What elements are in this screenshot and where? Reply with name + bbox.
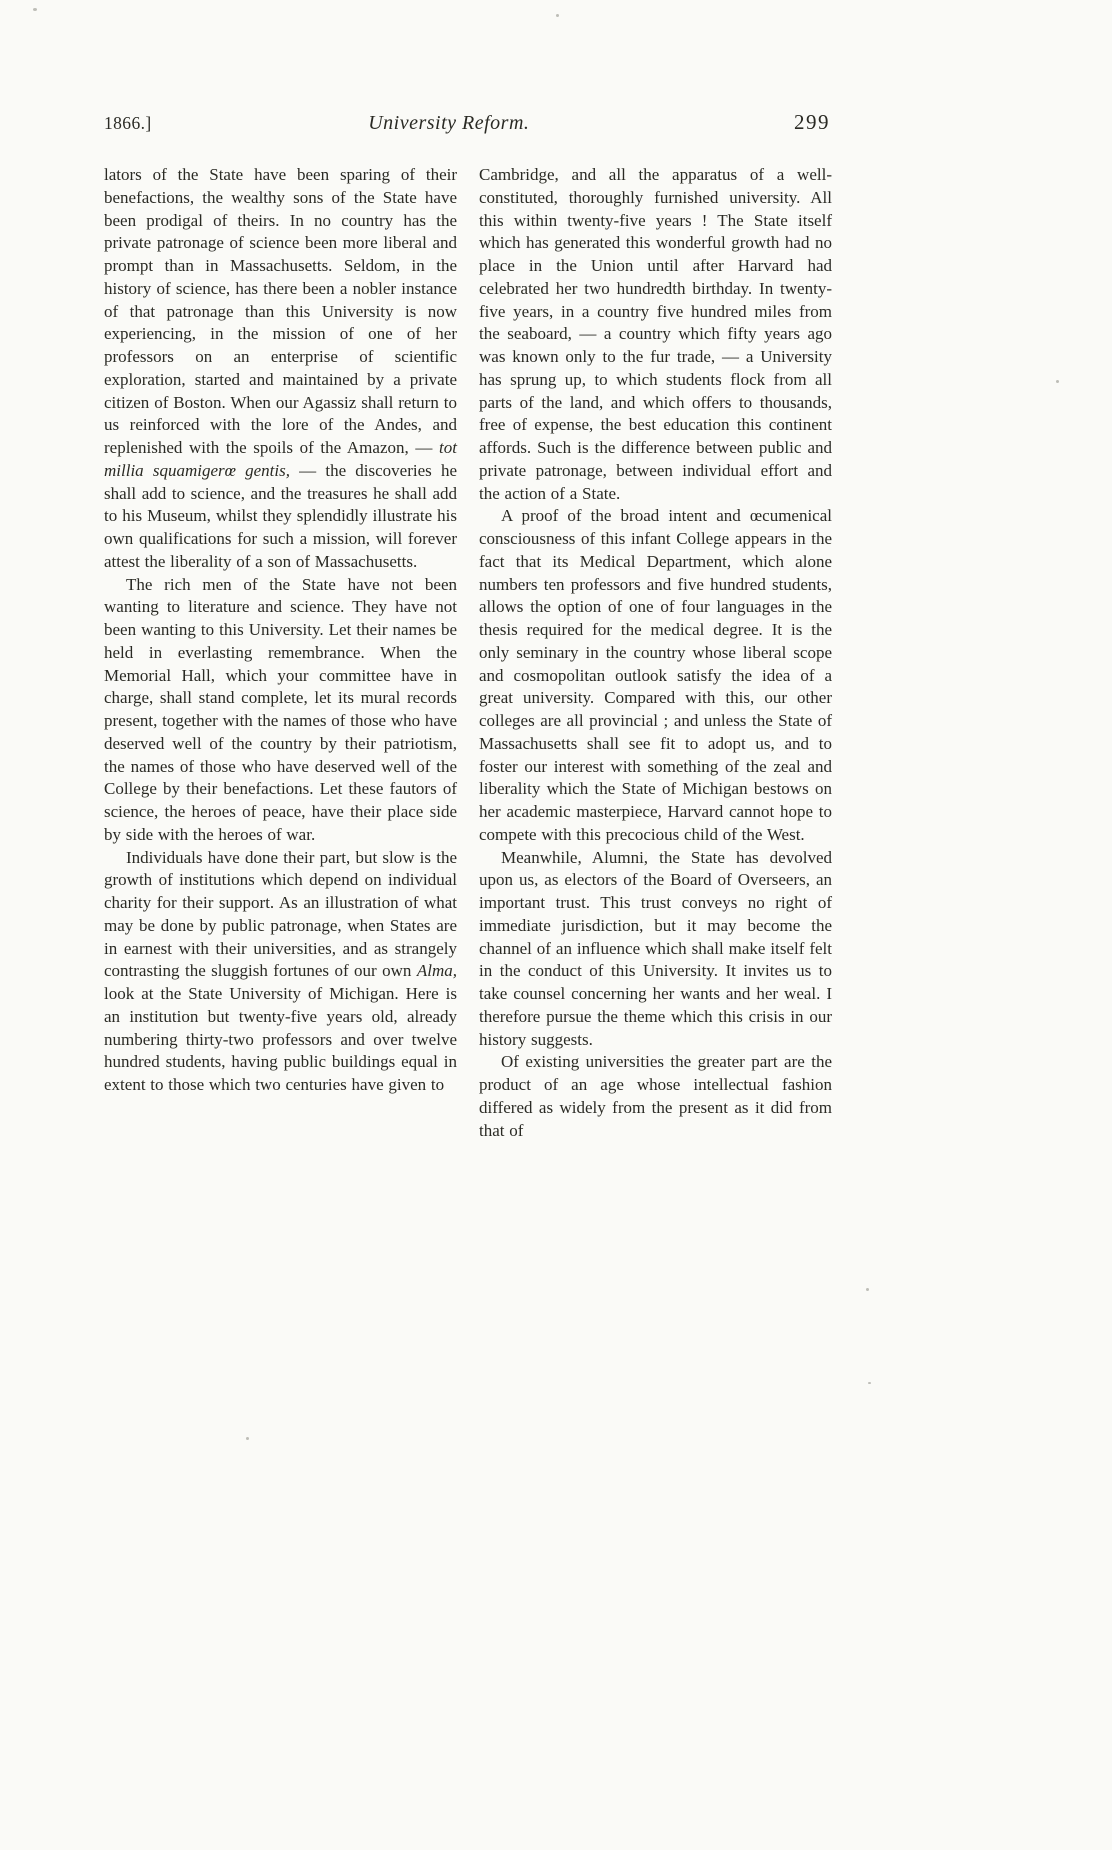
body-text: Meanwhile, Alumni, the State has devolved upon us, as electors of the Board of Overseers, an important trust. This trust conveys no right of immediate jurisdiction, but it may become the channel of an influence which shall make itself felt in the conduct of this University. It invites us to take counsel concerning her wants and her weal. I therefore pursue the theme which this crisis in our history suggests. [479, 847, 832, 1049]
paragraph [479, 505, 832, 846]
scan-speck [246, 1437, 249, 1440]
header-page-number: 299 [793, 110, 830, 134]
body-text: look at the State University of Michigan. Here is an institution but twenty-five years old, already numbering thirty-two professors and over twelve hundred students, having public buildings equal in extent to those which two centuries have given to [104, 984, 457, 1094]
header-year: 1866.] [104, 113, 152, 133]
paragraph [104, 847, 457, 1097]
scan-speck [556, 14, 559, 17]
italic-text: tot millia squamigerœ gentis, [104, 438, 457, 480]
body-text: lators of the State have been sparing of their benefactions, the wealthy sons of the State have been prodigal of theirs. In no country has the private patronage of science been more liberal and prompt than in Massachusetts. Seldom, in the history of science, has there been a nobler instance of that patronage than this University is now experiencing, in the mission of one of her professors on an enterprise of scientific exploration, started and maintained by a private citizen of Boston. When our Agassiz shall return to us reinforced with the lore of the Andes, and replenished with the spoils of the Amazon, — [104, 165, 457, 457]
scan-speck [868, 1382, 871, 1384]
body-text: The rich men of the State have not been wanting to literature and science. They have not been wanting to this University. Let their names be held in everlasting remembrance. When the Memorial Hall, which your committee have in charge, shall stand complete, let its mural records present, together with the names of those who have deserved well of the country by their patriotism, the names of those who have deserved well of the College by their benefactions. Let these fautors of science, the heroes of peace, have their place side by side with the heroes of war. [104, 574, 457, 844]
two-column-text [104, 164, 832, 1142]
column-right [479, 164, 832, 1142]
paragraph [104, 574, 457, 847]
body-text: Cambridge, and all the apparatus of a well-constituted, thoroughly furnished university. All this within twenty-five years ! The State itself which has generated this wonderful growth had no place in the Union until after Harvard had celebrated her two hundredth birthday. In twenty-five years, in a country five hundred miles from the seaboard, — a country which fifty years ago was known only to the fur trade, — a University has sprung up, to which students flock from all parts of the land, and which offers to thousands, free of expense, the best education this continent affords. Such is the difference between public and private patronage, between individual effort and the action of a State. [479, 165, 832, 503]
body-text: Individuals have done their part, but slow is the growth of institutions which depend on individual charity for their support. As an illustration of what may be done by public patronage, when States are in earnest with their universities, and as strangely contrasting the sluggish fortunes of our own [104, 847, 457, 981]
italic-text: Alma, [416, 961, 457, 981]
page-header [104, 110, 832, 135]
column-left [104, 164, 457, 1142]
body-text: A proof of the broad intent and œcumenical consciousness of this infant College appears in the fact that its Medical Department, which alone numbers ten professors and five hundred students, allows the option of one of four languages in the thesis required for the medical degree. It is the only seminary in the country whose liberal scope and cosmopolitan outlook satisfy the idea of a great university. Compared with this, our other colleges are all provincial ; and unless the State of Massachusetts shall see fit to adopt us, and to foster our interest with something of the zeal and liberality which the State of Michigan bestows on her academic masterpiece, Harvard cannot hope to compete with this precocious child of the West. [479, 506, 832, 844]
scan-speck [866, 1288, 869, 1291]
paragraph [479, 847, 832, 1052]
header-running-title: University Reform. [368, 112, 530, 134]
body-text: Of existing universities the greater part are the product of an age whose intellectual fashion differed as widely from the present as it did from that of [479, 1052, 832, 1140]
paragraph [479, 164, 832, 505]
paragraph [104, 164, 457, 574]
body-text: — the discoveries he shall add to science, and the treasures he shall add to his Museum, whilst they splendidly illustrate his own qualifications for such a mission, will forever attest the liberality of a son of Massachusetts. [104, 460, 457, 571]
text-block [104, 110, 832, 1142]
scan-speck [33, 8, 37, 11]
paragraph [479, 1051, 832, 1142]
scan-speck [1056, 380, 1059, 383]
